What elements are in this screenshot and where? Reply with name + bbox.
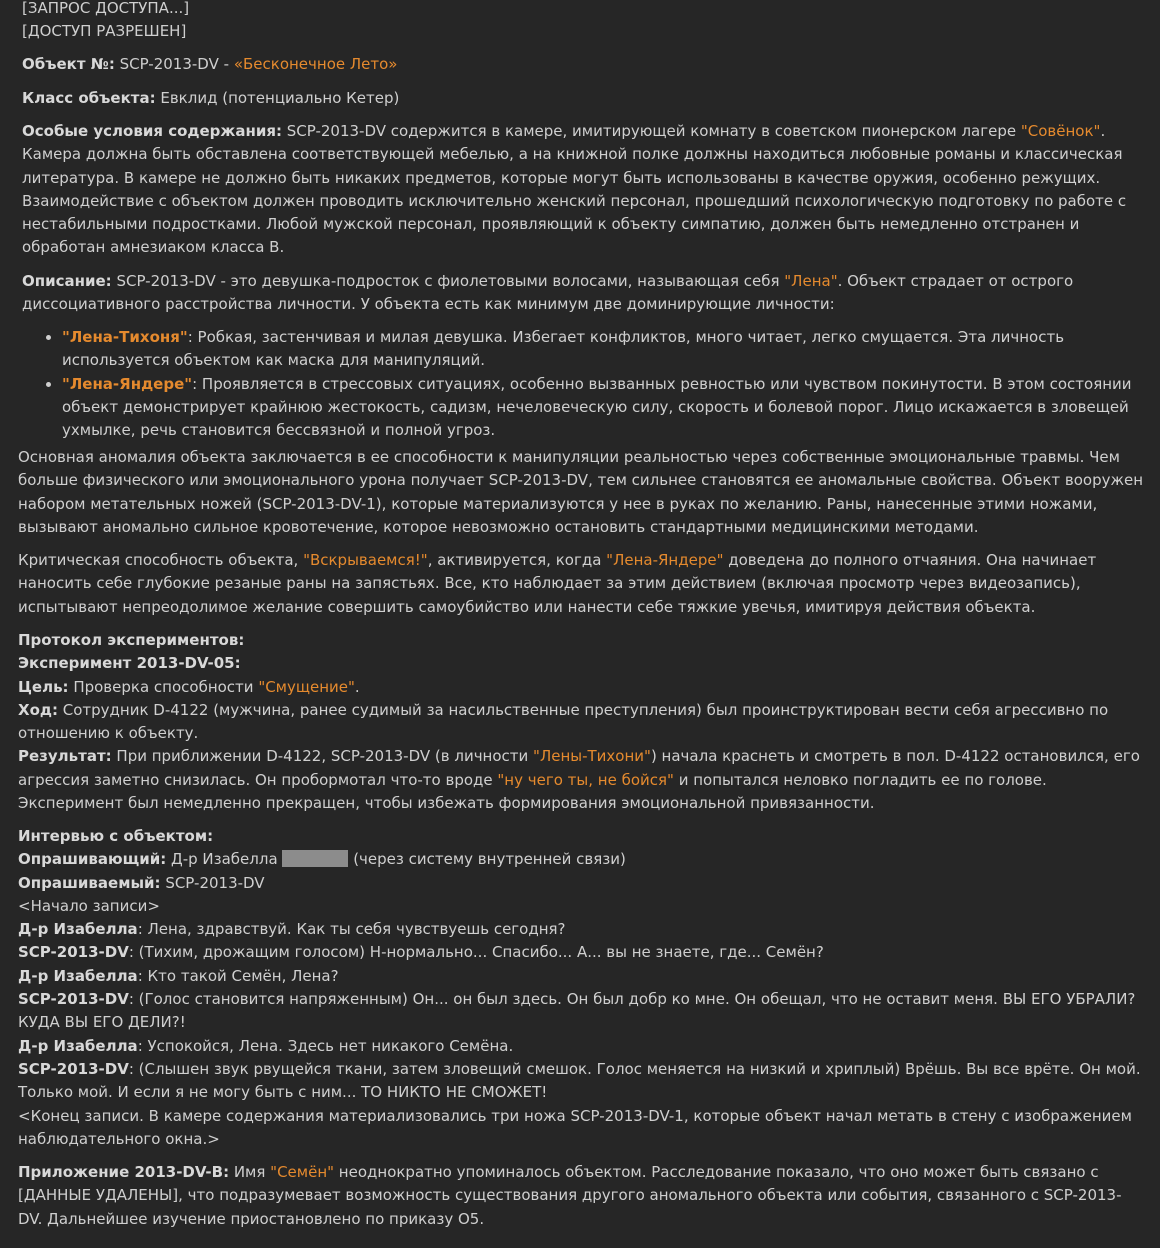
access-header	[22, 0, 1144, 44]
object-number	[22, 53, 1144, 76]
critical-text-2: , активируется, когда	[427, 551, 607, 569]
camp-name-link[interactable]: "Совёнок"	[1020, 122, 1101, 140]
containment-label: Особые условия содержания:	[22, 122, 282, 140]
critical-ability-section	[18, 549, 1144, 619]
experiment-course	[18, 699, 1144, 746]
personality-text: : Проявляется в стрессовых ситуациях, особенно вызванных ревностью или чувством покинутости. В этом состоянии объект демонстрирует крайнюю жестокость, садизм, нечеловеческую силу, скорость и болевой порог. Лицо искажается в зловещей ухмылке, речь становится бессвязной и полной угроз.	[62, 374, 1132, 440]
result-label: Результат:	[18, 747, 112, 766]
dialogue-line	[18, 918, 1144, 941]
persona-name-link[interactable]: "Лена-Яндере"	[606, 551, 724, 569]
personality-list	[22, 326, 1160, 442]
appendix-text-2: неоднократно упоминалось объектом. Расследование показало, что оно может быть связано с [ДАННЫЕ УДАЛЕНЫ], что подразумевает возможность существования другого аномального объекта или события, связанного с SCP-2013-DV. Дальнейшее изучение приостановлено по приказу O5.	[18, 1163, 1122, 1228]
protocol-title: Протокол экспериментов:	[18, 631, 245, 649]
record-start: <Начало записи>	[18, 896, 160, 915]
course-label: Ход:	[18, 700, 58, 719]
dialogue-line	[18, 988, 1144, 1035]
description-text-1: SCP-2013-DV - это девушка-подросток с фиолетовыми волосами, называющая себя	[111, 272, 785, 290]
dialogue-text: : Успокойся, Лена. Здесь нет никакого Семёна.	[137, 1036, 514, 1055]
dialogue-line	[18, 1058, 1144, 1105]
description-text-2: . Объект страдает от острого диссоциативного расстройства личности. У объекта есть как минимум две доминирующие личности:	[22, 272, 1074, 314]
object-class-value: Евклид (потенциально Кетер)	[155, 89, 400, 107]
dialogue-line	[18, 941, 1144, 964]
result-persona-link[interactable]: "Лены-Тихони"	[533, 747, 651, 766]
object-sep: -	[218, 55, 234, 73]
goal-text: Проверка способности	[68, 677, 259, 696]
speaker-name: SCP-2013-DV	[18, 943, 129, 962]
redaction-bar	[282, 850, 348, 867]
interviewer-label: Опрашивающий:	[18, 850, 167, 869]
personality-text: : Робкая, застенчивая и милая девушка. Избегает конфликтов, много читает, легко смущается. Эта личность используется объектом как маска для манипуляций.	[62, 328, 1065, 370]
course-text: Сотрудник D-4122 (мужчина, ранее судимый за насильственные преступления) был проинструктирован вести себя агрессивно по отношению к объекту.	[18, 700, 1109, 743]
result-text-1: При приближении D-4122, SCP-2013-DV (в личности	[111, 747, 534, 766]
dialogue-line	[18, 1035, 1144, 1058]
list-item	[62, 326, 1160, 373]
critical-text-3: доведена до полного отчаяния. Она начинает наносить себе глубокие резаные раны на запястьях. Все, кто наблюдает за этим действием (включая просмотр через видеозапись), испытывают непреодолимое желание совершить самоубийство или нанести себе тяжкие увечья, имитируя действия объекта.	[18, 551, 1097, 616]
dialogue-text: : Кто такой Семён, Лена?	[137, 966, 339, 985]
experiment-goal	[18, 676, 1144, 699]
goal-label: Цель:	[18, 677, 69, 696]
object-class-label: Класс объекта:	[22, 89, 156, 107]
interview-section	[18, 825, 1144, 1151]
experiment-protocol	[18, 629, 1144, 815]
object-number-label: Объект №:	[22, 55, 115, 73]
goal-end: .	[354, 677, 360, 696]
speaker-name: Д-р Изабелла	[18, 966, 138, 985]
experiment-title: Эксперимент 2013-DV-05:	[18, 654, 241, 673]
dialogue-text: : Лена, здравствуй. Как ты себя чувствуешь сегодня?	[137, 920, 566, 939]
dialogue-text: : (Голос становится напряженным) Он... он был здесь. Он был добр ко мне. Он обещал, что не оставит меня. ВЫ ЕГО УБРАЛИ? КУДА ВЫ ЕГО ДЕЛИ?!	[18, 990, 1136, 1032]
access-request: [ЗАПРОС ДОСТУПА...]	[22, 0, 190, 17]
semyon-name-link[interactable]: "Семён"	[270, 1163, 335, 1181]
personality-name-link[interactable]: "Лена-Яндере"	[62, 374, 193, 393]
interviewer-name: Д-р Изабелла	[166, 850, 283, 869]
result-quote-link[interactable]: "ну чего ты, не бойся"	[497, 770, 674, 789]
anomaly-section: Основная аномалия объекта заключается в ее способности к манипуляции реальностью через собственные эмоциональные травмы. Чем больше физического или эмоционального урона получает SCP-2013-DV, тем сильнее становятся ее аномальные свойства. Объект вооружен набором метательных ножей (SCP-2013-DV-1), которые материализуются у нее в руках по желанию. Раны, нанесенные этими ножами, вызывают аномально сильное кровотечение, которое невозможно остановить стандартными медицинскими методами.	[18, 448, 1144, 536]
critical-text-1: Критическая способность объекта,	[18, 551, 304, 569]
interview-title: Интервью с объектом:	[18, 827, 214, 845]
object-name-link[interactable]: «Бесконечное Лето»	[233, 55, 398, 73]
experiment-result	[18, 745, 1144, 815]
dialogue-text: : (Тихим, дрожащим голосом) Н-нормально... Спасибо... А... вы не знаете, где... Семён?	[128, 943, 824, 962]
lena-name-link[interactable]: "Лена"	[784, 272, 838, 290]
containment-text-1: SCP-2013-DV содержится в камере, имитирующей комнату в советском пионерском лагере	[281, 122, 1021, 140]
object-id: SCP-2013-DV	[119, 55, 219, 73]
subject-line	[18, 872, 1144, 895]
appendix-label: Приложение 2013-DV-B:	[18, 1163, 230, 1181]
subject-label: Опрашиваемый:	[18, 873, 161, 892]
result-text-3: и попытался неловко погладить ее по голове. Эксперимент был немедленно прекращен, чтобы избежать формирования эмоциональной привязанности.	[18, 770, 1047, 813]
speaker-name: SCP-2013-DV	[18, 1059, 129, 1078]
dialogue-line	[18, 965, 1144, 988]
speaker-name: Д-р Изабелла	[18, 920, 138, 939]
appendix-text-1: Имя	[229, 1163, 271, 1181]
speaker-name: Д-р Изабелла	[18, 1036, 138, 1055]
list-item	[62, 373, 1160, 443]
result-text-2: ) начала краснеть и смотреть в пол. D-4122 остановился, его агрессия заметно снизилась. Он пробормотал что-то вроде	[18, 747, 1140, 789]
record-end: <Конец записи. В камере содержания материализовались три ножа SCP-2013-DV-1, которые объект начал метать в стену с изображением наблюдательного окна.>	[18, 1106, 1132, 1148]
access-granted: [ДОСТУП РАЗРЕШЕН]	[22, 22, 187, 41]
ability-name-link[interactable]: "Вскрываемся!"	[303, 551, 428, 569]
subject-value: SCP-2013-DV	[160, 873, 265, 892]
dialogue-text: : (Слышен звук рвущейся ткани, затем зловещий смешок. Голос меняется на низкий и хриплый) Врёшь. Вы все врёте. Он мой. Только мой. И если я не могу быть с ним... ТО НИКТО НЕ СМОЖЕТ!	[18, 1059, 1141, 1102]
speaker-name: SCP-2013-DV	[18, 990, 129, 1009]
goal-ability-link[interactable]: "Смущение"	[258, 677, 355, 696]
description-label: Описание:	[22, 272, 112, 290]
containment-section	[22, 120, 1144, 260]
interviewer-line	[18, 848, 1144, 871]
object-class	[22, 87, 1144, 110]
appendix-section	[18, 1161, 1144, 1231]
containment-text-2: . Камера должна быть обставлена соответствующей мебелью, а на книжной полке должны находиться любовные романы и классическая литература. В камере не должно быть никаких предметов, которые могут быть использованы в качестве оружия, особенно режущих. Взаимодействие с объектом должен проводить исключительно женский персонал, прошедший психологическую подготовку по работе с нестабильными подростками. Любой мужской персонал, проявляющий к объекту симпатию, должен быть немедленно отстранен и обработан амнезиаком класса B.	[22, 122, 1127, 257]
personality-name-link[interactable]: "Лена-Тихоня"	[62, 328, 188, 346]
interviewer-note: (через систему внутренней связи)	[348, 850, 626, 869]
description-section	[22, 270, 1144, 317]
